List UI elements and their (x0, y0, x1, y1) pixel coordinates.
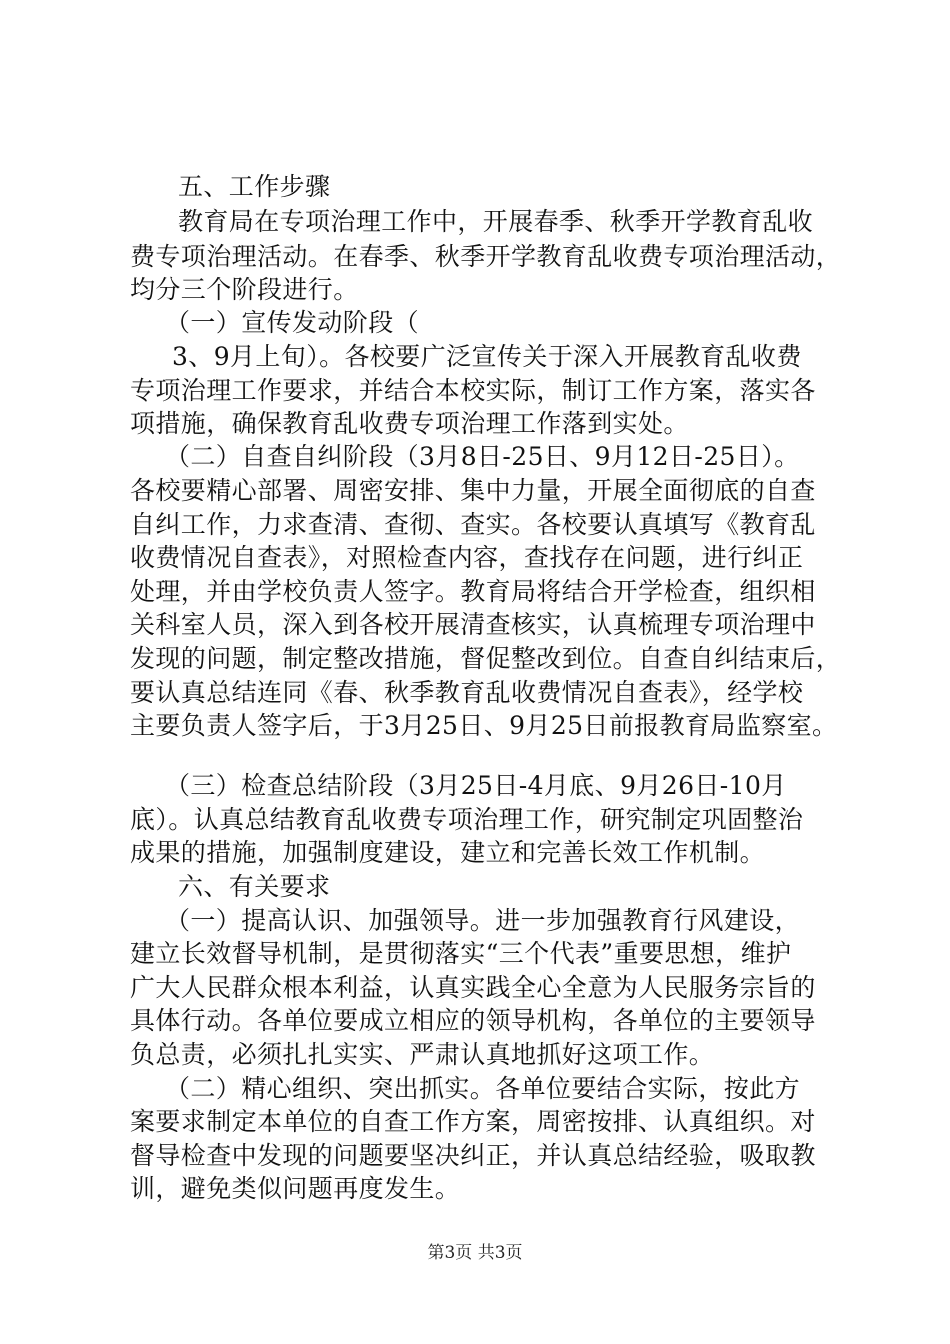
paragraph-line: 均分三个阶段进行。 (130, 275, 359, 304)
paragraph-line: 发现的问题，制定整改措施，督促整改到位。自查自纠结束后， (130, 644, 842, 673)
subheading-stage-two: （二）自查自纠阶段（3月8日-25日、9月12日-25日）。 (165, 442, 800, 471)
paragraph-line: 关科室人员，深入到各校开展清查核实，认真梳理专项治理中 (130, 610, 816, 639)
paragraph-line: 训，避免类似问题再度发生。 (130, 1174, 461, 1203)
paragraph-line: 督导检查中发现的问题要坚决纠正，并认真总结经验，吸取教 (130, 1141, 816, 1170)
paragraph-line: 成果的措施，加强制度建设，建立和完善长效工作机制。 (130, 838, 766, 867)
paragraph-line: 费专项治理活动。在春季、秋季开学教育乱收费专项治理活动， (130, 242, 842, 271)
paragraph-line: 专项治理工作要求，并结合本校实际，制订工作方案，落实各 (130, 376, 816, 405)
paragraph-line: 各校要精心部署、周密安排、集中力量，开展全面彻底的自查 (130, 476, 816, 505)
section-heading-work-steps: 五、工作步骤 (178, 172, 331, 201)
paragraph-line: 教育局在专项治理工作中，开展春季、秋季开学教育乱收 (178, 207, 814, 236)
paragraph-line: 3、9月上旬）。各校要广泛宣传关于深入开展教育乱收费 (172, 342, 802, 371)
paragraph-line: 主要负责人签字后，于3月25日、9月25日前报教育局监察室。 (130, 711, 838, 740)
page-footer: 第3页 共3页 (427, 1243, 523, 1263)
paragraph-line: 底）。认真总结教育乱收费专项治理工作，研究制定巩固整治 (130, 805, 804, 834)
paragraph-line: 负总责，必须扎扎实实、严肃认真地抓好这项工作。 (130, 1040, 715, 1069)
paragraph-line: 收费情况自查表》，对照检查内容，查找存在问题，进行纠正 (130, 543, 804, 572)
paragraph-line: 具体行动。各单位要成立相应的领导机构，各单位的主要领导 (130, 1006, 816, 1035)
paragraph-line: 案要求制定本单位的自查工作方案，周密按排、认真组织。对 (130, 1107, 816, 1136)
paragraph-line: 处理，并由学校负责人签字。教育局将结合开学检查，组织相 (130, 577, 816, 606)
paragraph-line: 项措施，确保教育乱收费专项治理工作落到实处。 (130, 409, 689, 438)
paragraph-line: 自纠工作，力求查清、查彻、查实。各校要认真填写《教育乱 (130, 510, 816, 539)
subheading-requirement-two: （二）精心组织、突出抓实。各单位要结合实际，按此方 (165, 1074, 801, 1103)
subheading-stage-three: （三）检查总结阶段（3月25日-4月底、9月26日-10月 (165, 771, 787, 800)
subheading-stage-one: （一）宣传发动阶段（ (165, 308, 420, 337)
subheading-requirement-one: （一）提高认识、加强领导。进一步加强教育行风建设， (165, 906, 801, 935)
paragraph-line: 广大人民群众根本利益，认真实践全心全意为人民服务宗旨的 (130, 973, 816, 1002)
paragraph-line: 要认真总结连同《春、秋季教育乱收费情况自查表》，经学校 (130, 678, 804, 707)
section-heading-requirements: 六、有关要求 (178, 872, 331, 901)
paragraph-line: 建立长效督导机制，是贯彻落实“三个代表”重要思想，维护 (130, 939, 792, 968)
